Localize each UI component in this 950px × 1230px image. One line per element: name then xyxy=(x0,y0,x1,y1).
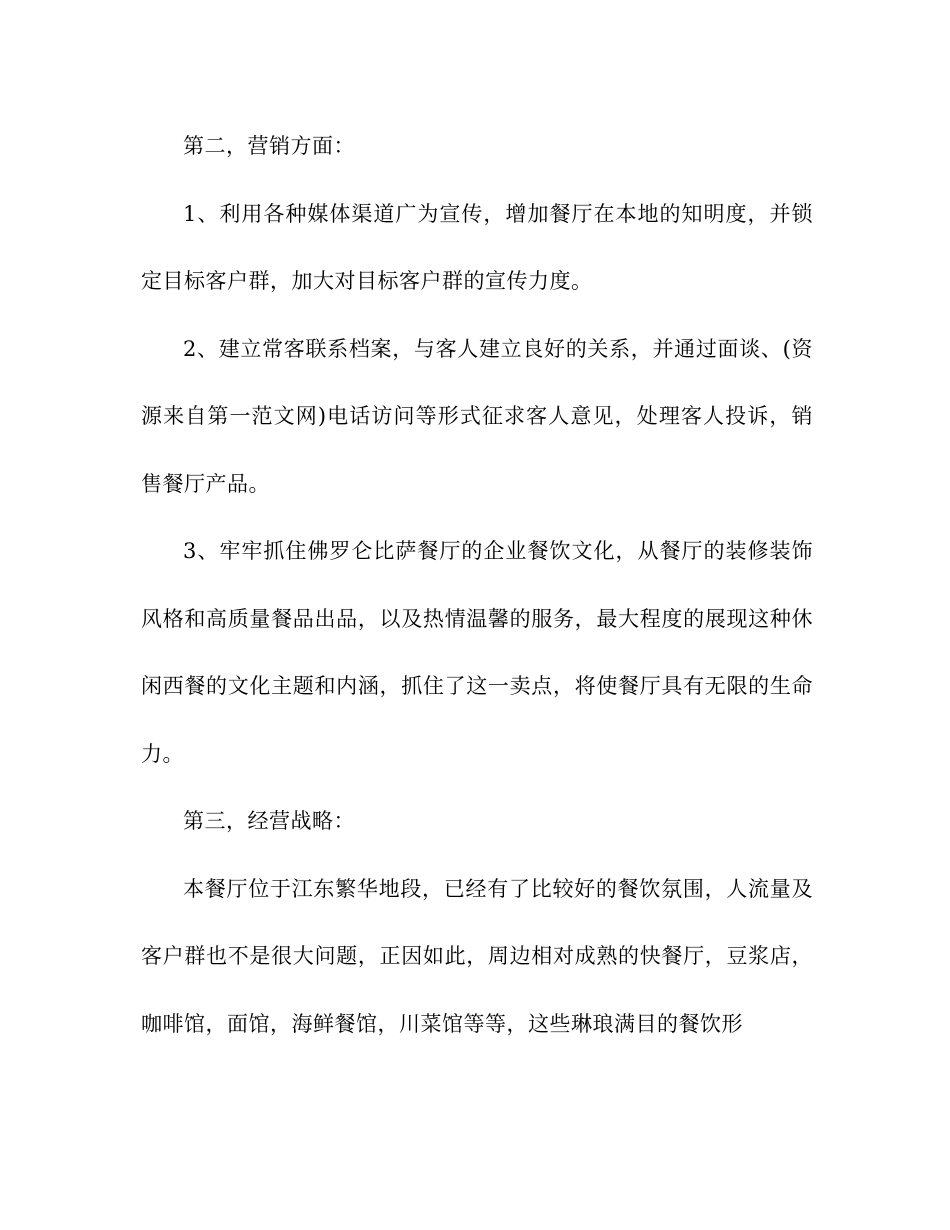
paragraph-strategy: 本餐厅位于江东繁华地段，已经有了比较好的餐饮氛围，人流量及客户群也不是很大问题，正因如此，周边相对成熟的快餐厅，豆浆店，咖啡馆，面馆，海鲜餐馆，川菜馆等等，这些琳琅满目的餐饮形 xyxy=(141,876,813,1036)
document-body xyxy=(141,113,813,1058)
heading-strategy: 第三，经营战略： xyxy=(183,809,355,833)
heading-marketing: 第二，营销方面： xyxy=(183,134,355,158)
paragraph-marketing-3: 3、牢牢抓住佛罗仑比萨餐厅的企业餐饮文化，从餐厅的装修装饰风格和高质量餐品出品，以及热情温馨的服务，最大程度的展现这种休闲西餐的文化主题和内涵，抓住了这一卖点，将使餐厅具有无限的生命力。 xyxy=(141,539,813,766)
paragraph-marketing-2: 2、建立常客联系档案，与客人建立良好的关系，并通过面谈、(资源来自第一范文网)电话访问等形式征求客人意见，处理客人投诉，销售餐厅产品。 xyxy=(141,336,813,496)
paragraph-marketing-1: 1、利用各种媒体渠道广为宣传，增加餐厅在本地的知明度，并锁定目标客户群，加大对目标客户群的宣传力度。 xyxy=(141,201,813,293)
